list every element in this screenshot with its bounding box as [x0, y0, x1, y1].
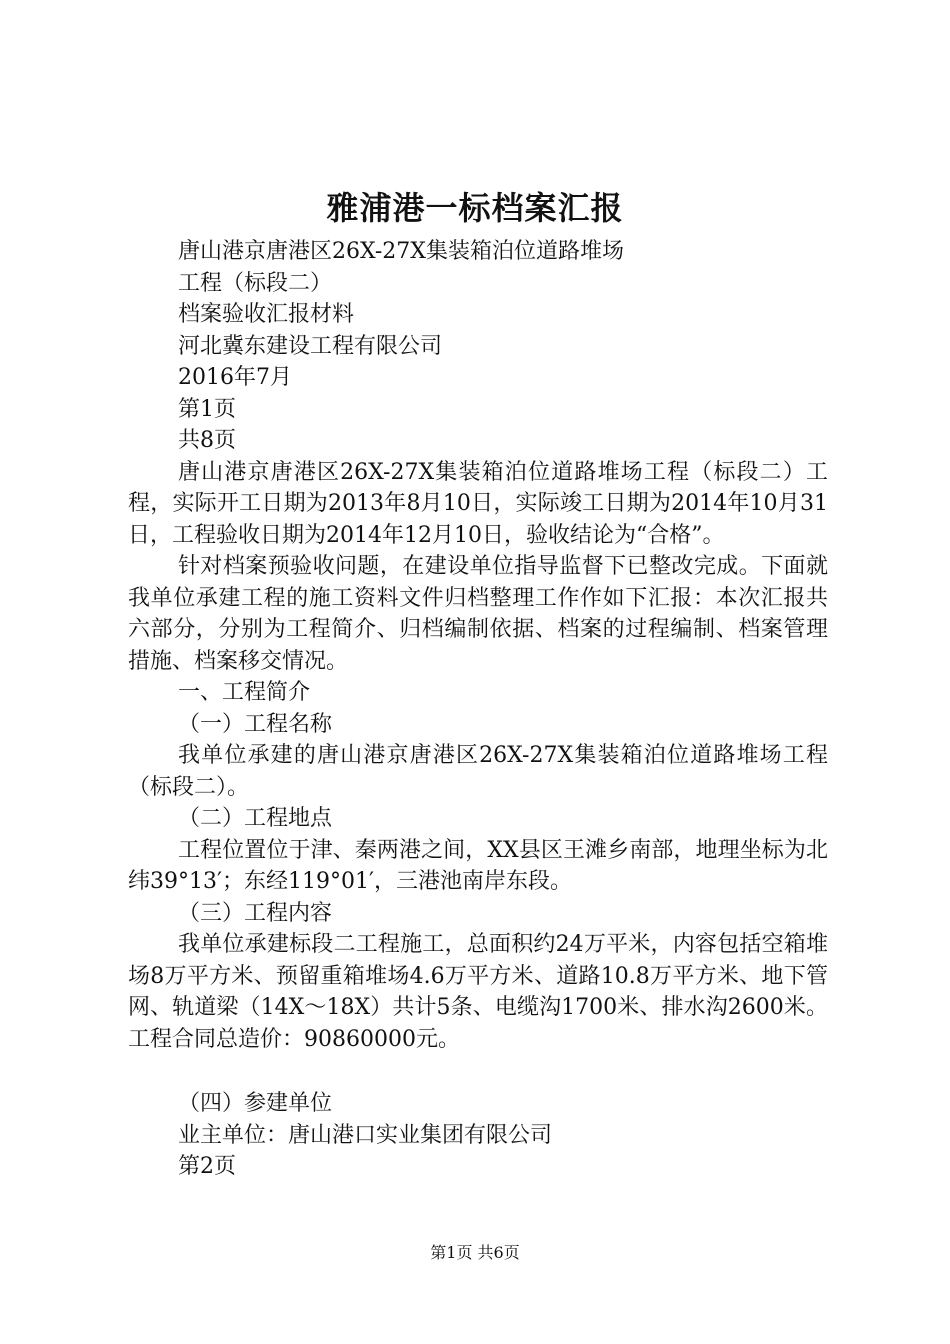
paragraph-project-name: 我单位承建的唐山港京唐港区26X-27X集装箱泊位道路堆场工程（标段二）。 [128, 743, 828, 800]
document-title: 雅浦港一标档案汇报 [326, 189, 624, 227]
cover-line-project: 唐山港京唐港区26X-27X集装箱泊位道路堆场 [178, 239, 624, 264]
cover-line-total-pages: 共8页 [178, 428, 236, 453]
paragraph-overview: 针对档案预验收问题，在建设单位指导监督下已整改完成。下面就我单位承建工程的施工资料文件归档整理工作作如下汇报：本次汇报共六部分，分别为工程简介、归档编制依据、档案的过程编制、档案管理措施、档案移交情况。 [128, 554, 828, 674]
paragraph-project-location: 工程位置位于津、秦两港之间，XX县区王滩乡南部，地理坐标为北纬39°13′；东经119°01′，三港池南岸东段。 [128, 837, 828, 894]
paragraph-project-content: 我单位承建标段二工程施工，总面积约24万平米，内容包括空箱堆场8万平方米、预留重箱堆场4.6万平方米、道路10.8万平方米、地下管网、轨道梁（14X～18X）共计5条、电缆沟1700米、排水沟2600米。工程合同总造价：90860000元。 [128, 932, 828, 1052]
section-heading-intro: 一、工程简介 [178, 680, 311, 705]
subheading-participants: （四）参建单位 [178, 1091, 333, 1116]
paragraph-dates: 唐山港京唐港区26X-27X集装箱泊位道路堆场工程（标段二）工程，实际开工日期为2013年8月10日，实际竣工日期为2014年10月31日，工程验收日期为2014年12月10日，验收结论为“合格”。 [128, 459, 828, 548]
cover-line-page: 第1页 [178, 396, 236, 422]
page-footer: 第1页 共6页 [430, 1243, 520, 1262]
cover-line-date: 2016年7月 [178, 365, 292, 390]
document-body [128, 236, 828, 1183]
owner-unit-line: 业主单位：唐山港口实业集团有限公司 [178, 1122, 553, 1148]
cover-line-material: 档案验收汇报材料 [178, 302, 355, 327]
blank-gap [128, 1055, 828, 1088]
subheading-project-name: （一）工程名称 [178, 711, 333, 737]
page-marker-line: 第2页 [178, 1154, 236, 1179]
subheading-project-location: （二）工程地点 [178, 806, 333, 831]
cover-line-company: 河北冀东建设工程有限公司 [178, 333, 443, 359]
cover-line-section: 工程（标段二） [178, 270, 333, 296]
subheading-project-content: （三）工程内容 [178, 900, 333, 926]
